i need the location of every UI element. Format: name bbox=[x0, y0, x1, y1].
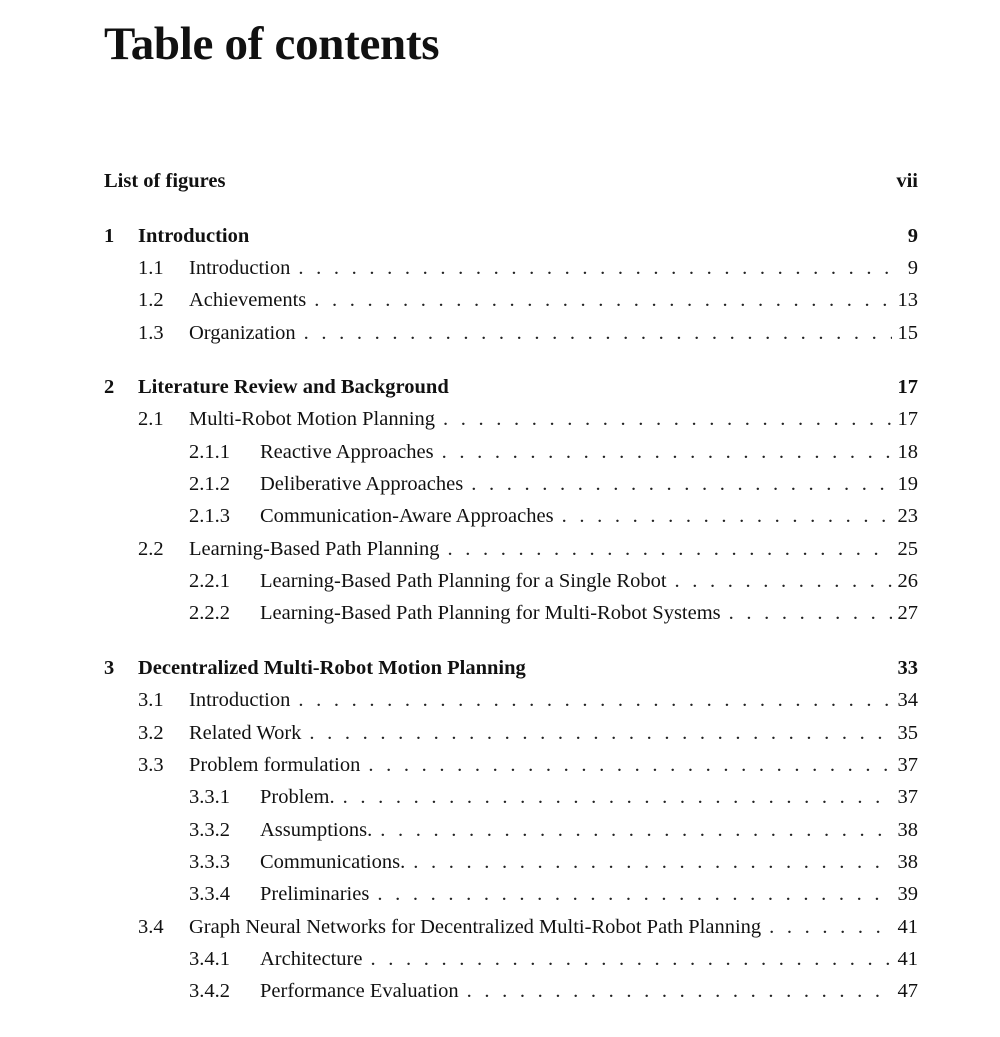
dot-leader bbox=[343, 783, 892, 811]
toc-entry-page: 38 bbox=[897, 851, 918, 873]
toc-entry-number: 1.3 bbox=[138, 322, 164, 344]
toc-entry-number: 1 bbox=[104, 225, 115, 247]
toc-entry-number: 3 bbox=[104, 657, 115, 679]
toc-entry-label: Reactive Approaches bbox=[260, 441, 434, 463]
toc-entry-page: 39 bbox=[897, 883, 918, 905]
toc-chapter-3[interactable] bbox=[104, 654, 918, 682]
toc-entry-page: 27 bbox=[897, 602, 918, 624]
toc-section-2-2[interactable] bbox=[104, 535, 918, 563]
toc-entry-number: 3.3.4 bbox=[189, 883, 230, 905]
toc-subsection-2-2-1[interactable] bbox=[104, 567, 918, 595]
dot-leader bbox=[448, 535, 892, 563]
toc-entry-number: 3.4 bbox=[138, 916, 164, 938]
toc-subsection-2-1-2[interactable] bbox=[104, 470, 918, 498]
toc-entry-label: Deliberative Approaches bbox=[260, 473, 464, 495]
toc-section-1-1[interactable] bbox=[104, 254, 918, 282]
toc-entry-label: Learning-Based Path Planning for a Single Robot bbox=[260, 570, 667, 592]
toc-entry-page: 15 bbox=[897, 322, 918, 344]
dot-leader bbox=[304, 319, 892, 347]
dot-leader bbox=[298, 686, 892, 714]
toc-entry-page: 9 bbox=[907, 225, 918, 247]
toc-entry-label: Introduction bbox=[189, 689, 291, 711]
dot-leader bbox=[380, 816, 892, 844]
toc-entry-label: Graph Neural Networks for Decentralized Multi-Robot Path Planning bbox=[189, 916, 762, 938]
toc-entry-page: 38 bbox=[897, 819, 918, 841]
toc-entry-label: Literature Review and Background bbox=[138, 376, 449, 398]
toc-section-3-4[interactable] bbox=[104, 913, 918, 941]
toc-entry-label: Communications. bbox=[260, 851, 406, 873]
toc-subsection-3-4-1[interactable] bbox=[104, 945, 918, 973]
toc-entry-number: 1.2 bbox=[138, 289, 164, 311]
toc-entry-number: 2.1.2 bbox=[189, 473, 230, 495]
toc-entry-page: 37 bbox=[897, 754, 918, 776]
toc-entry-label: Introduction bbox=[138, 225, 250, 247]
dot-leader bbox=[562, 502, 892, 530]
toc-entry-page: 19 bbox=[897, 473, 918, 495]
toc-entry-label: Multi-Robot Motion Planning bbox=[189, 408, 436, 430]
dot-leader bbox=[467, 977, 892, 1005]
dot-leader bbox=[471, 470, 892, 498]
toc-entry-list-of-figures[interactable] bbox=[104, 167, 918, 195]
toc-section-1-2[interactable] bbox=[104, 286, 918, 314]
dot-leader bbox=[413, 848, 892, 876]
toc-chapter-1[interactable] bbox=[104, 222, 918, 250]
toc-entry-page: 17 bbox=[897, 408, 918, 430]
toc-entry-label: Problem. bbox=[260, 786, 335, 808]
toc-entry-label: Decentralized Multi-Robot Motion Planning bbox=[138, 657, 526, 679]
toc-entry-number: 2.1.3 bbox=[189, 505, 230, 527]
toc-entry-number: 2.2 bbox=[138, 538, 164, 560]
toc-chapter-2[interactable] bbox=[104, 373, 918, 401]
toc-entry-number: 2.1 bbox=[138, 408, 164, 430]
toc-entry-page: 41 bbox=[897, 948, 918, 970]
toc-entry-page: 17 bbox=[897, 376, 918, 398]
toc-subsection-3-4-2[interactable] bbox=[104, 977, 918, 1005]
toc-subsection-3-3-3[interactable] bbox=[104, 848, 918, 876]
dot-leader bbox=[443, 405, 892, 433]
toc-entry-number: 3.3.3 bbox=[189, 851, 230, 873]
toc-entry-page: 47 bbox=[897, 980, 918, 1002]
toc-entry-page: 35 bbox=[897, 722, 918, 744]
toc-entry-label: List of figures bbox=[104, 170, 226, 192]
toc-entry-number: 3.3.2 bbox=[189, 819, 230, 841]
toc-entry-number: 3.4.2 bbox=[189, 980, 230, 1002]
dot-leader bbox=[309, 719, 892, 747]
toc-section-3-2[interactable] bbox=[104, 719, 918, 747]
toc-subsection-2-1-1[interactable] bbox=[104, 438, 918, 466]
toc-entry-page: 25 bbox=[897, 538, 918, 560]
dot-leader bbox=[370, 945, 892, 973]
toc-entry-label: Introduction bbox=[189, 257, 291, 279]
toc-subsection-2-1-3[interactable] bbox=[104, 502, 918, 530]
toc-entry-page: 33 bbox=[897, 657, 918, 679]
toc-entry-label: Achievements bbox=[189, 289, 307, 311]
dot-leader bbox=[377, 880, 892, 908]
toc-entry-label: Assumptions. bbox=[260, 819, 373, 841]
toc-entry-label: Architecture bbox=[260, 948, 363, 970]
toc-entry-page: 18 bbox=[897, 441, 918, 463]
toc-entry-label: Related Work bbox=[189, 722, 302, 744]
toc-subsection-3-3-4[interactable] bbox=[104, 880, 918, 908]
toc-entry-page: 13 bbox=[897, 289, 918, 311]
toc-entry-page: 34 bbox=[897, 689, 918, 711]
toc-entry-number: 3.1 bbox=[138, 689, 164, 711]
toc-entry-page: 9 bbox=[907, 257, 918, 279]
toc-entry-number: 2.2.2 bbox=[189, 602, 230, 624]
toc-entry-page: 37 bbox=[897, 786, 918, 808]
toc-entry-label: Problem formulation bbox=[189, 754, 361, 776]
toc-entry-number: 3.3.1 bbox=[189, 786, 230, 808]
toc-entry-page: 41 bbox=[897, 916, 918, 938]
toc-entry-label: Communication-Aware Approaches bbox=[260, 505, 554, 527]
toc-entry-number: 2.1.1 bbox=[189, 441, 230, 463]
toc-section-3-3[interactable] bbox=[104, 751, 918, 779]
toc-entry-number: 3.4.1 bbox=[189, 948, 230, 970]
toc-section-1-3[interactable] bbox=[104, 319, 918, 347]
toc-entry-number: 3.2 bbox=[138, 722, 164, 744]
toc-entry-page: vii bbox=[896, 170, 918, 192]
toc-entry-label: Performance Evaluation bbox=[260, 980, 459, 1002]
toc-entry-number: 2.2.1 bbox=[189, 570, 230, 592]
toc-entry-number: 3.3 bbox=[138, 754, 164, 776]
toc-entry-label: Learning-Based Path Planning for Multi-Robot Systems bbox=[260, 602, 721, 624]
dot-leader bbox=[675, 567, 892, 595]
toc-subsection-3-3-1[interactable] bbox=[104, 783, 918, 811]
toc-section-3-1[interactable] bbox=[104, 686, 918, 714]
dot-leader bbox=[442, 438, 892, 466]
toc-entry-label: Organization bbox=[189, 322, 296, 344]
toc-entry-number: 2 bbox=[104, 376, 115, 398]
toc-entry-label: Learning-Based Path Planning bbox=[189, 538, 440, 560]
dot-leader bbox=[729, 599, 892, 627]
toc-section-2-1[interactable] bbox=[104, 405, 918, 433]
toc-entry-page: 23 bbox=[897, 505, 918, 527]
dot-leader bbox=[769, 913, 892, 941]
toc-entry-label: Preliminaries bbox=[260, 883, 370, 905]
toc-subsection-2-2-2[interactable] bbox=[104, 599, 918, 627]
toc-entry-number: 1.1 bbox=[138, 257, 164, 279]
dot-leader bbox=[314, 286, 892, 314]
toc-subsection-3-3-2[interactable] bbox=[104, 816, 918, 844]
dot-leader bbox=[298, 254, 892, 282]
dot-leader bbox=[368, 751, 892, 779]
toc-entry-page: 26 bbox=[897, 570, 918, 592]
page-title: Table of contents bbox=[104, 18, 440, 70]
